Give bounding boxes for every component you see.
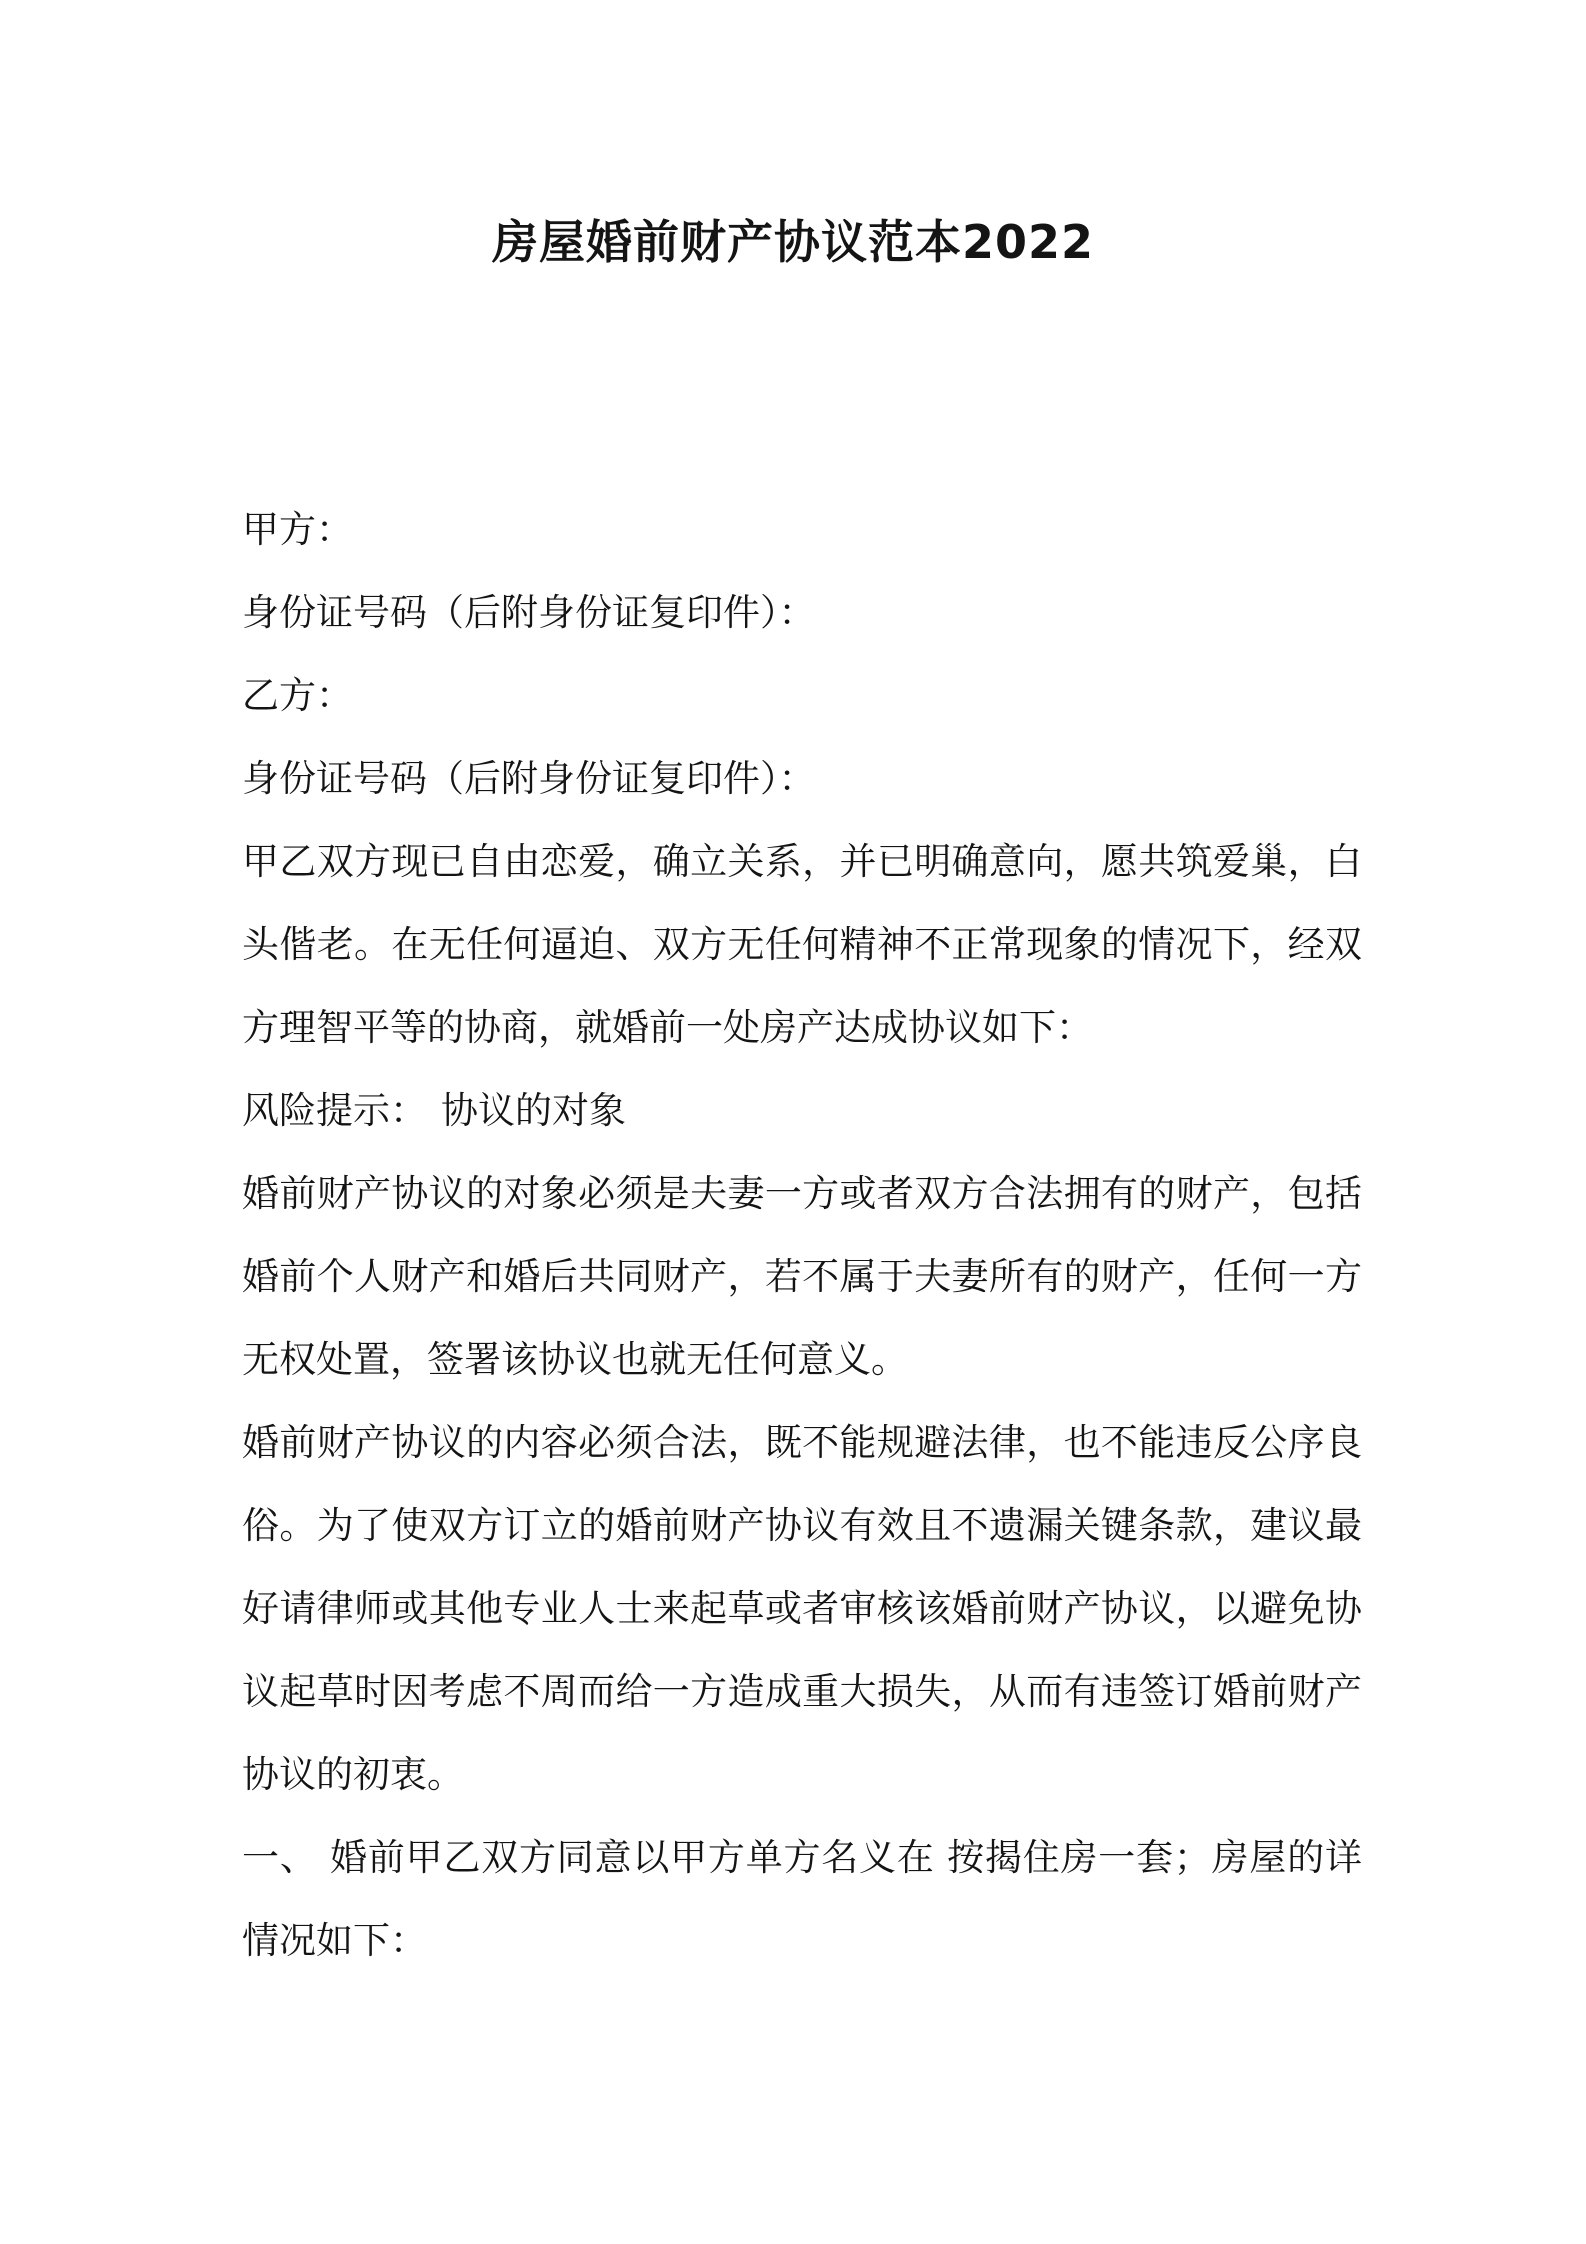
agreement-content-paragraph: 婚前财产协议的内容必须合法，既不能规避法律，也不能违反公序良俗。为了使双方订立的婚前财产协议有效且不遗漏关键条款，建议最好请律师或其他专业人士来起草或者审核该婚前财产协议，以避免协议起草时因考虑不周而给一方造成重大损失，从而有违签订婚前财产协议的初衷。 [242,1421,1362,1796]
document-title: 房屋婚前财产协议范本2022 [491,215,1095,269]
risk-tip-line [242,1069,1362,1152]
clause-one-paragraph: 一、 婚前甲乙双方同意以甲方单方名义在 按揭住房一套；房屋的详情况如下： [242,1836,1362,1962]
risk-tip-text: 协议的对象 [441,1089,626,1132]
agreement-object-paragraph: 婚前财产协议的对象必须是夫妻一方或者双方合法拥有的财产，包括婚前个人财产和婚后共同财产，若不属于夫妻所有的财产，任何一方无权处置，签署该协议也就无任何意义。 [242,1172,1362,1381]
risk-tip-label: 风险提示： [242,1089,427,1132]
party-b-line: 乙方： [242,674,353,717]
document-body [242,488,1362,1982]
party-b-id-line: 身份证号码（后附身份证复印件）： [242,757,816,800]
party-a-line: 甲方： [242,508,353,551]
preamble-paragraph: 甲乙双方现已自由恋爱，确立关系，并已明确意向，愿共筑爱巢，白头偕老。在无任何逼迫、双方无任何精神不正常现象的情况下，经双方理智平等的协商，就婚前一处房产达成协议如下： [242,840,1362,1049]
party-a-id-line: 身份证号码（后附身份证复印件）： [242,591,816,634]
